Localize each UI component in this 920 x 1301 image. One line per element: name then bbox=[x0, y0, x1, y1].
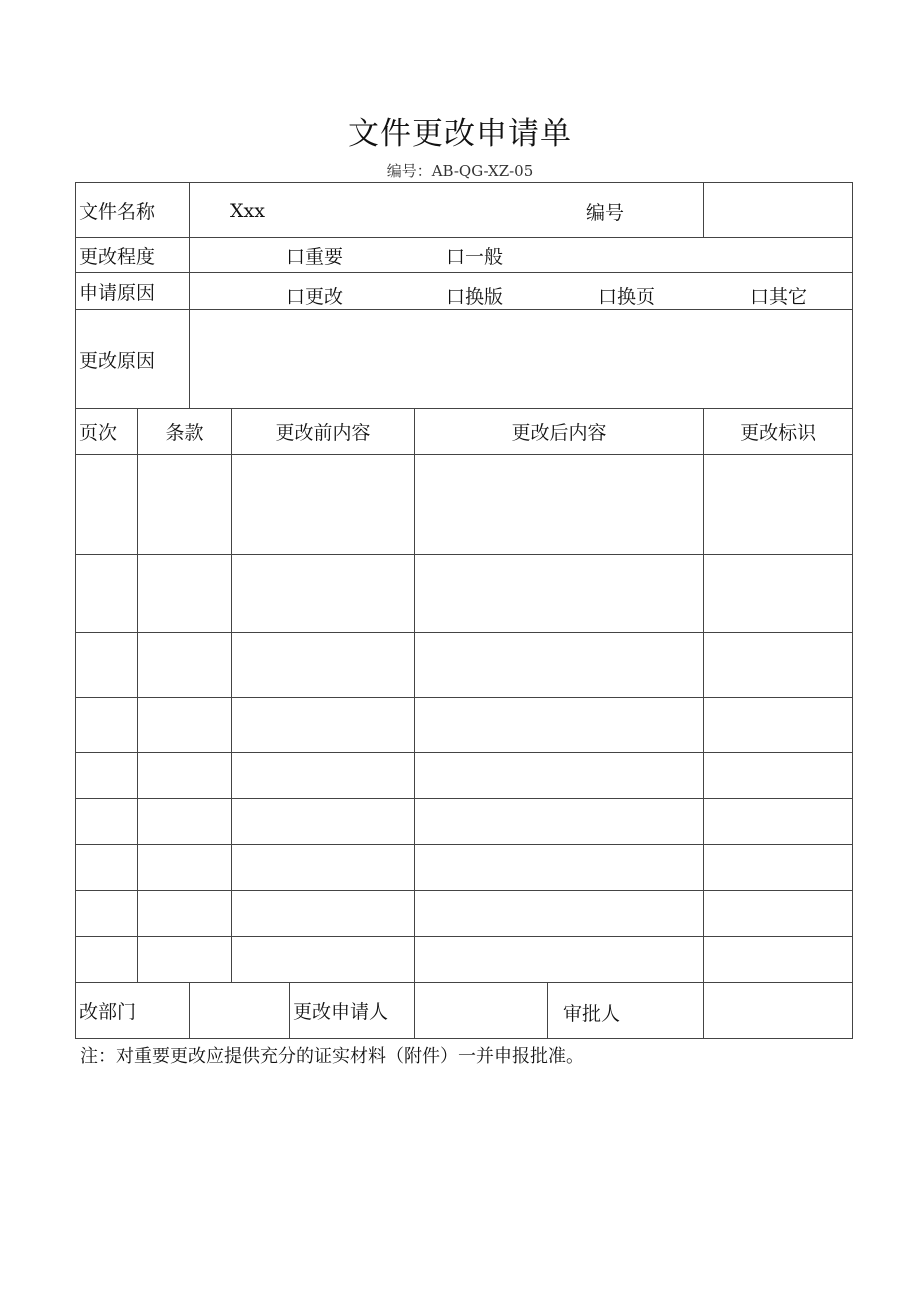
change-reason-row bbox=[76, 310, 853, 409]
cell-clause[interactable] bbox=[138, 845, 232, 891]
cell-page[interactable] bbox=[76, 891, 138, 937]
table-row bbox=[76, 633, 853, 698]
cell-page[interactable] bbox=[76, 937, 138, 983]
change-request-form bbox=[75, 182, 853, 1039]
table-row bbox=[76, 937, 853, 983]
cell-before[interactable] bbox=[232, 937, 415, 983]
cell-page[interactable] bbox=[76, 698, 138, 753]
degree-label: 更改程度 bbox=[76, 238, 190, 273]
signature-row bbox=[76, 983, 853, 1039]
cell-clause[interactable] bbox=[138, 937, 232, 983]
cell-mark[interactable] bbox=[704, 753, 853, 799]
cell-after[interactable] bbox=[415, 799, 704, 845]
cell-mark[interactable] bbox=[704, 799, 853, 845]
reason-row bbox=[76, 273, 853, 310]
applicant-label: 更改申请人 bbox=[290, 983, 415, 1039]
cell-mark[interactable] bbox=[704, 891, 853, 937]
cell-after[interactable] bbox=[415, 555, 704, 633]
option-important-checkbox[interactable]: 口重要 bbox=[286, 245, 344, 268]
header-clause: 条款 bbox=[138, 409, 232, 455]
table-row bbox=[76, 698, 853, 753]
cell-before[interactable] bbox=[232, 455, 415, 555]
file-name-field[interactable] bbox=[190, 183, 704, 238]
cell-after[interactable] bbox=[415, 753, 704, 799]
cell-before[interactable] bbox=[232, 753, 415, 799]
header-page: 页次 bbox=[76, 409, 138, 455]
table-row bbox=[76, 455, 853, 555]
change-reason-field[interactable] bbox=[190, 310, 853, 409]
cell-page[interactable] bbox=[76, 633, 138, 698]
degree-options bbox=[190, 238, 853, 273]
option-new-version-checkbox[interactable]: 口换版 bbox=[446, 285, 504, 308]
approver-field[interactable] bbox=[704, 983, 853, 1039]
cell-clause[interactable] bbox=[138, 698, 232, 753]
option-page-change-checkbox[interactable]: 口换页 bbox=[598, 285, 656, 308]
cell-before[interactable] bbox=[232, 845, 415, 891]
approver-label-cell bbox=[548, 983, 704, 1039]
cell-clause[interactable] bbox=[138, 799, 232, 845]
cell-page[interactable] bbox=[76, 753, 138, 799]
cell-page[interactable] bbox=[76, 555, 138, 633]
table-row bbox=[76, 845, 853, 891]
cell-after[interactable] bbox=[415, 455, 704, 555]
table-row bbox=[76, 891, 853, 937]
file-name-row bbox=[76, 183, 853, 238]
applicant-field[interactable] bbox=[415, 983, 548, 1039]
cell-after[interactable] bbox=[415, 937, 704, 983]
cell-mark[interactable] bbox=[704, 555, 853, 633]
option-general-checkbox[interactable]: 口一般 bbox=[446, 245, 504, 268]
option-modify-checkbox[interactable]: 口更改 bbox=[286, 285, 344, 308]
number-field[interactable] bbox=[704, 183, 853, 238]
cell-after[interactable] bbox=[415, 845, 704, 891]
cell-before[interactable] bbox=[232, 698, 415, 753]
cell-before[interactable] bbox=[232, 891, 415, 937]
cell-mark[interactable] bbox=[704, 845, 853, 891]
table-row bbox=[76, 555, 853, 633]
cell-mark[interactable] bbox=[704, 937, 853, 983]
option-other-checkbox[interactable]: 口其它 bbox=[750, 285, 808, 308]
table-row bbox=[76, 753, 853, 799]
file-name-label: 文件名称 bbox=[76, 183, 190, 238]
reason-options bbox=[190, 273, 853, 310]
form-title: 文件更改申请单 bbox=[348, 116, 572, 152]
cell-before[interactable] bbox=[232, 555, 415, 633]
cell-before[interactable] bbox=[232, 799, 415, 845]
approver-label: 审批人 bbox=[563, 1002, 621, 1025]
cell-after[interactable] bbox=[415, 633, 704, 698]
header-after: 更改后内容 bbox=[415, 409, 704, 455]
number-label: 编号 bbox=[586, 201, 625, 224]
degree-row bbox=[76, 238, 853, 273]
change-reason-label: 更改原因 bbox=[76, 310, 190, 409]
cell-after[interactable] bbox=[415, 891, 704, 937]
table-row bbox=[76, 799, 853, 845]
cell-clause[interactable] bbox=[138, 753, 232, 799]
cell-mark[interactable] bbox=[704, 633, 853, 698]
cell-clause[interactable] bbox=[138, 891, 232, 937]
cell-clause[interactable] bbox=[138, 633, 232, 698]
cell-before[interactable] bbox=[232, 633, 415, 698]
change-table-header bbox=[76, 409, 853, 455]
footnote: 注：对重要更改应提供充分的证实材料（附件）一并申报批准。 bbox=[80, 1046, 584, 1067]
cell-page[interactable] bbox=[76, 799, 138, 845]
dept-field[interactable] bbox=[190, 983, 290, 1039]
cell-mark[interactable] bbox=[704, 698, 853, 753]
cell-mark[interactable] bbox=[704, 455, 853, 555]
dept-label: 改部门 bbox=[76, 983, 190, 1039]
cell-page[interactable] bbox=[76, 455, 138, 555]
cell-clause[interactable] bbox=[138, 555, 232, 633]
cell-clause[interactable] bbox=[138, 455, 232, 555]
header-mark: 更改标识 bbox=[704, 409, 853, 455]
cell-page[interactable] bbox=[76, 845, 138, 891]
file-name-value: Xxx bbox=[230, 199, 265, 222]
reason-label: 申请原因 bbox=[76, 273, 190, 310]
document-number: 编号：AB-QG-XZ-05 bbox=[386, 162, 534, 180]
header-before: 更改前内容 bbox=[232, 409, 415, 455]
cell-after[interactable] bbox=[415, 698, 704, 753]
